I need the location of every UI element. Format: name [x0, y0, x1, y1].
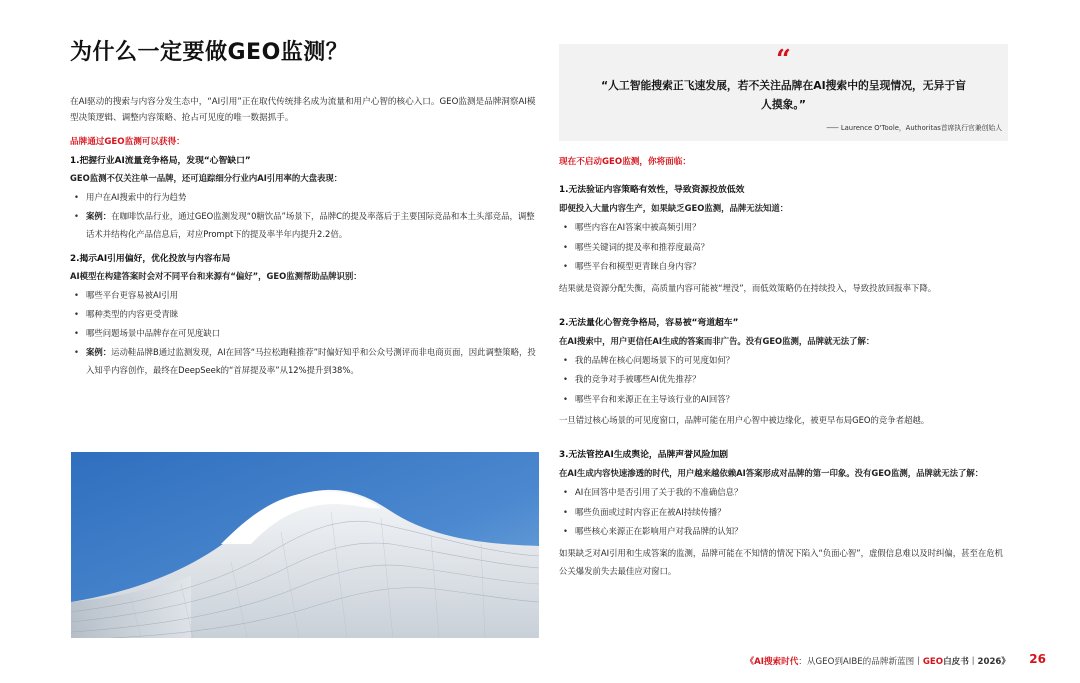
benefits-heading: 品牌通过GEO监测可以获得： [70, 137, 185, 147]
list-item: • 哪些核心来源正在影响用户对我品牌的认知？ [559, 522, 1011, 542]
section-subheading: 在AI生成内容快速渗透的时代，用户越来越依赖AI答案形成对品牌的第一印象。没有GEO监测，品牌就无法了解： [559, 468, 984, 478]
section-subheading: GEO监测不仅关注单一品牌，还可追踪细分行业内AI引用率的大盘表现： [70, 173, 343, 183]
section-subheading: 即便投入大量内容生产，如果缺乏GEO监测，品牌无法知道： [559, 203, 789, 213]
page-title: 为什么一定要做GEO监测？ [70, 40, 349, 65]
case-text: 在咖啡饮品行业，通过GEO监测发现“0糖饮品”场景下，品牌C的提及率落后于主要国际竞品和本土头部竞品，调整话术并结构化产品信息后，对应Prompt下的提及率半年内提升2.2倍。 [86, 211, 535, 239]
attribution-dash: —— [826, 124, 838, 132]
footer-year: 2026》 [977, 657, 1010, 667]
left-column [70, 38, 540, 387]
right-section-1 [559, 182, 1011, 297]
left-section-2 [70, 251, 540, 379]
left-section-1 [70, 153, 540, 243]
footer [745, 655, 1010, 667]
footer-brand: GEO [922, 657, 944, 667]
section-heading: 1.无法验证内容策略有效性，导致资源投放低效 [559, 185, 745, 195]
risks-heading: 现在不启动GEO监测，你将面临： [559, 157, 691, 167]
list-item: • 我的竞争对手被哪些AI优先推荐？ [559, 370, 1011, 390]
section-conclusion: 一旦错过核心场景的可见度窗口，品牌可能在用户心智中被边缘化，被更早布局GEO的竞争者超越。 [559, 415, 930, 425]
list-item: • AI在回答中是否引用了关于我的不准确信息？ [559, 483, 1011, 503]
page-number: 26 [1029, 652, 1046, 666]
case-item [70, 207, 540, 243]
footer-separator: 丨 [914, 657, 923, 667]
list-item: • 哪些关键词的提及率和推荐度最高？ [559, 238, 1011, 258]
bullet-list [70, 188, 540, 243]
section-heading: 2.揭示AI引用偏好，优化投放与内容布局 [70, 254, 231, 264]
quote-text: “人工智能搜索正飞速发展，若不关注品牌在AI搜索中的呈现情况，无异于盲人摸象。” [601, 79, 966, 111]
architecture-illustration [71, 452, 539, 638]
quote-author: Laurence O'Toole，Authoritas首席执行官兼创始人 [840, 124, 1002, 132]
list-item: • 哪些平台和模型更青睐自身内容？ [559, 257, 1011, 277]
list-item: • 哪些负面或过时内容正在被AI持续传播？ [559, 503, 1011, 523]
footer-separator: 丨 [968, 657, 978, 667]
list-item: • 哪种类型的内容更受青睐 [70, 305, 540, 324]
right-section-2 [559, 315, 1011, 430]
list-item: • 我的品牌在核心问题场景下的可见度如何？ [559, 351, 1011, 371]
bullet-list [559, 483, 1011, 542]
case-text: 运动鞋品牌B通过监测发现，AI在回答“马拉松跑鞋推荐”时偏好知乎和公众号测评而非电商页面，因此调整策略，投入知乎内容创作，最终在DeepSeek的“首屏提及率”从12%提升到38%。 [86, 347, 536, 375]
bullet-list [70, 286, 540, 379]
section-conclusion: 结果就是资源分配失衡，高质量内容可能被“埋没”，而低效策略仍在持续投入，导致投放回报率下降。 [559, 282, 937, 293]
section-heading: 1.把握行业AI流量竞争格局，发现“心智缺口” [70, 156, 251, 166]
list-item: • 哪些平台更容易被AI引用 [70, 286, 540, 305]
right-column [559, 154, 1011, 580]
section-heading: 3.无法管控AI生成舆论，品牌声誉风险加剧 [559, 450, 729, 460]
list-item: • 用户在AI搜索中的行为趋势 [70, 188, 540, 207]
case-label: 案例： [86, 347, 112, 357]
bullet-list [559, 218, 1011, 277]
case-item [70, 343, 540, 379]
section-heading: 2.无法量化心智竞争格局，容易被“弯道超车” [559, 317, 739, 328]
section-subheading: AI模型在构建答案时会对不同平台和来源有“偏好”，GEO监测帮助品牌识别： [70, 271, 362, 281]
footer-subtitle: ：从GEO到AIBE的品牌新蓝图 [798, 657, 915, 667]
section-subheading: 在AI搜索中，用户更信任AI生成的答案而非广告。没有GEO监测，品牌就无法了解： [559, 335, 875, 346]
footer-white-paper: 白皮书 [943, 657, 969, 667]
list-item: • 哪些问题场景中品牌存在可见度缺口 [70, 324, 540, 343]
list-item: • 哪些平台和来源正在主导该行业的AI回答？ [559, 390, 1011, 410]
right-section-3 [559, 447, 1011, 580]
list-item: • 哪些内容在AI答案中被高频引用？ [559, 218, 1011, 238]
bullet-list [559, 351, 1011, 410]
quote-mark-icon: “ [776, 45, 791, 75]
intro-paragraph: 在AI驱动的搜索与内容分发生态中，“AI引用”正在取代传统排名成为流量和用户心智的核心入口。GEO监测是品牌洞察AI模型决策逻辑、调整内容策略、抢占可见度的唯一数据抓手。 [70, 97, 536, 123]
architecture-photo [71, 452, 539, 638]
case-label: 案例： [86, 211, 112, 221]
section-conclusion: 如果缺乏对AI引用和生成答案的监测，品牌可能在不知情的情况下陷入“负面心智”，虚假信息难以及时纠偏，甚至在危机公关爆发前失去最佳应对窗口。 [559, 547, 1003, 576]
footer-book-title: 《AI搜索时代 [745, 657, 799, 667]
quote-attribution [826, 122, 1002, 132]
